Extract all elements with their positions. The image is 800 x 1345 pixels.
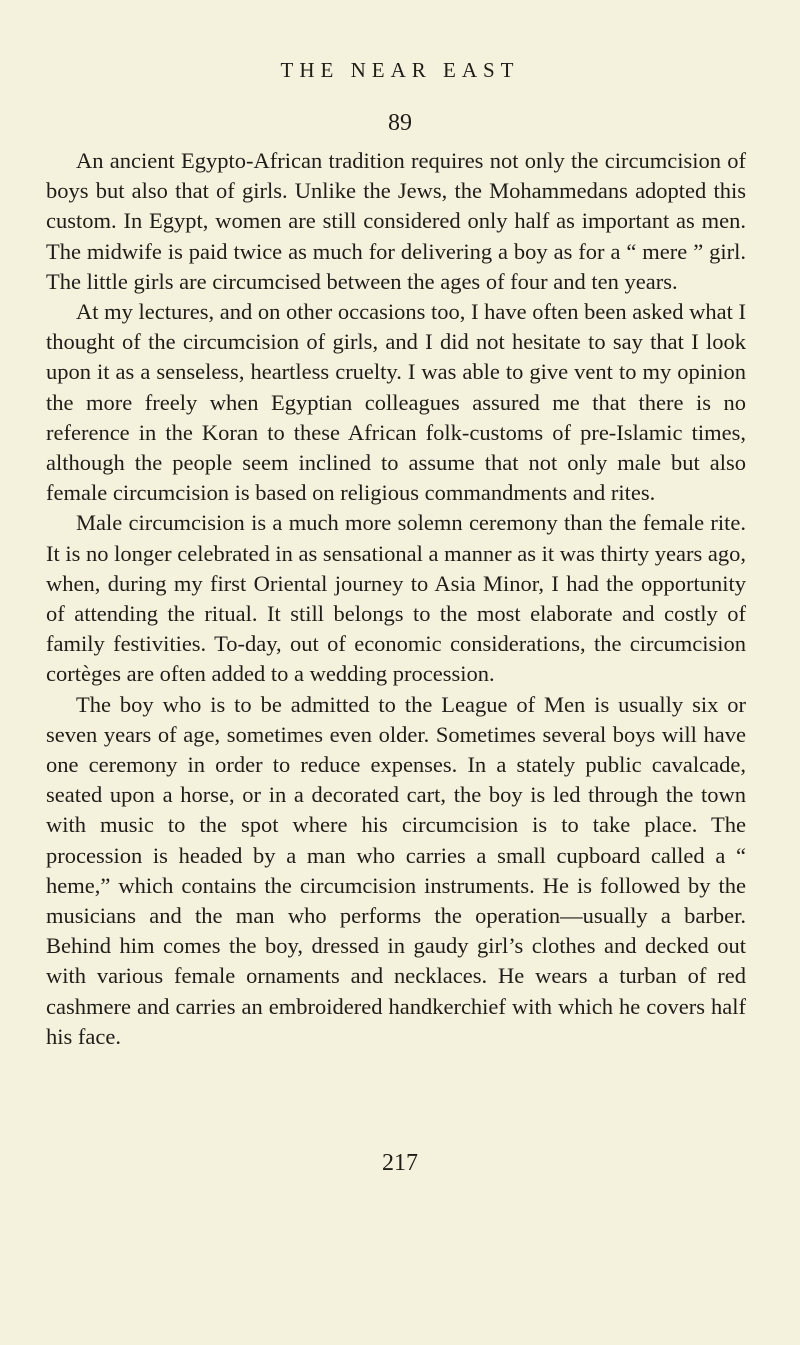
- body-text: [46, 146, 746, 1052]
- paragraph: Male circumcision is a much more solemn ceremony than the female rite. It is no longer celebrated in as sensational a manner as it was thirty years ago, when, during my first Oriental journey to Asia Minor, I had the opportunity of attending the ritual. It still belongs to the most elaborate and costly of family festivities. To-day, out of economic considerations, the circumcision cortèges are often added to a wedding procession.: [46, 510, 746, 687]
- paragraph: An ancient Egypto-African tradition requires not only the circumcision of boys but also that of girls. Unlike the Jews, the Mohammedans adopted this custom. In Egypt, women are still considered only half as important as men. The midwife is paid twice as much for delivering a boy as for a “ mere ” girl. The little girls are circumcised between the ages of four and ten years.: [46, 148, 746, 294]
- page-number-bottom: 217: [382, 1150, 418, 1176]
- paragraph: The boy who is to be admitted to the League of Men is usually six or seven years of age, sometimes even older. Sometimes several boys will have one ceremony in order to reduce expenses. In a stately public cavalcade, seated upon a horse, or in a decorated cart, the boy is led through the town with music to the spot where his circumcision is to take place. The procession is headed by a man who carries a small cupboard called a “ heme,” which contains the circumcision instruments. He is followed by the musicians and the man who performs the operation—usually a barber. Behind him comes the boy, dressed in gaudy girl’s clothes and decked out with various female ornaments and necklaces. He wears a turban of red cashmere and carries an embroidered handkerchief with which he covers half his face.: [46, 691, 746, 1049]
- running-title: THE NEAR EAST: [280, 58, 520, 82]
- page-number-top: 89: [388, 110, 412, 136]
- paragraph: At my lectures, and on other occasions too, I have often been asked what I thought of the circumcision of girls, and I did not hesitate to say that I look upon it as a senseless, heartless cruelty. I was able to give vent to my opinion the more freely when Egyptian colleagues assured me that there is no reference in the Koran to these African folk-customs of pre-Islamic times, although the people seem inclined to assume that not only male but also female circumcision is based on religious commandments and rites.: [46, 299, 746, 506]
